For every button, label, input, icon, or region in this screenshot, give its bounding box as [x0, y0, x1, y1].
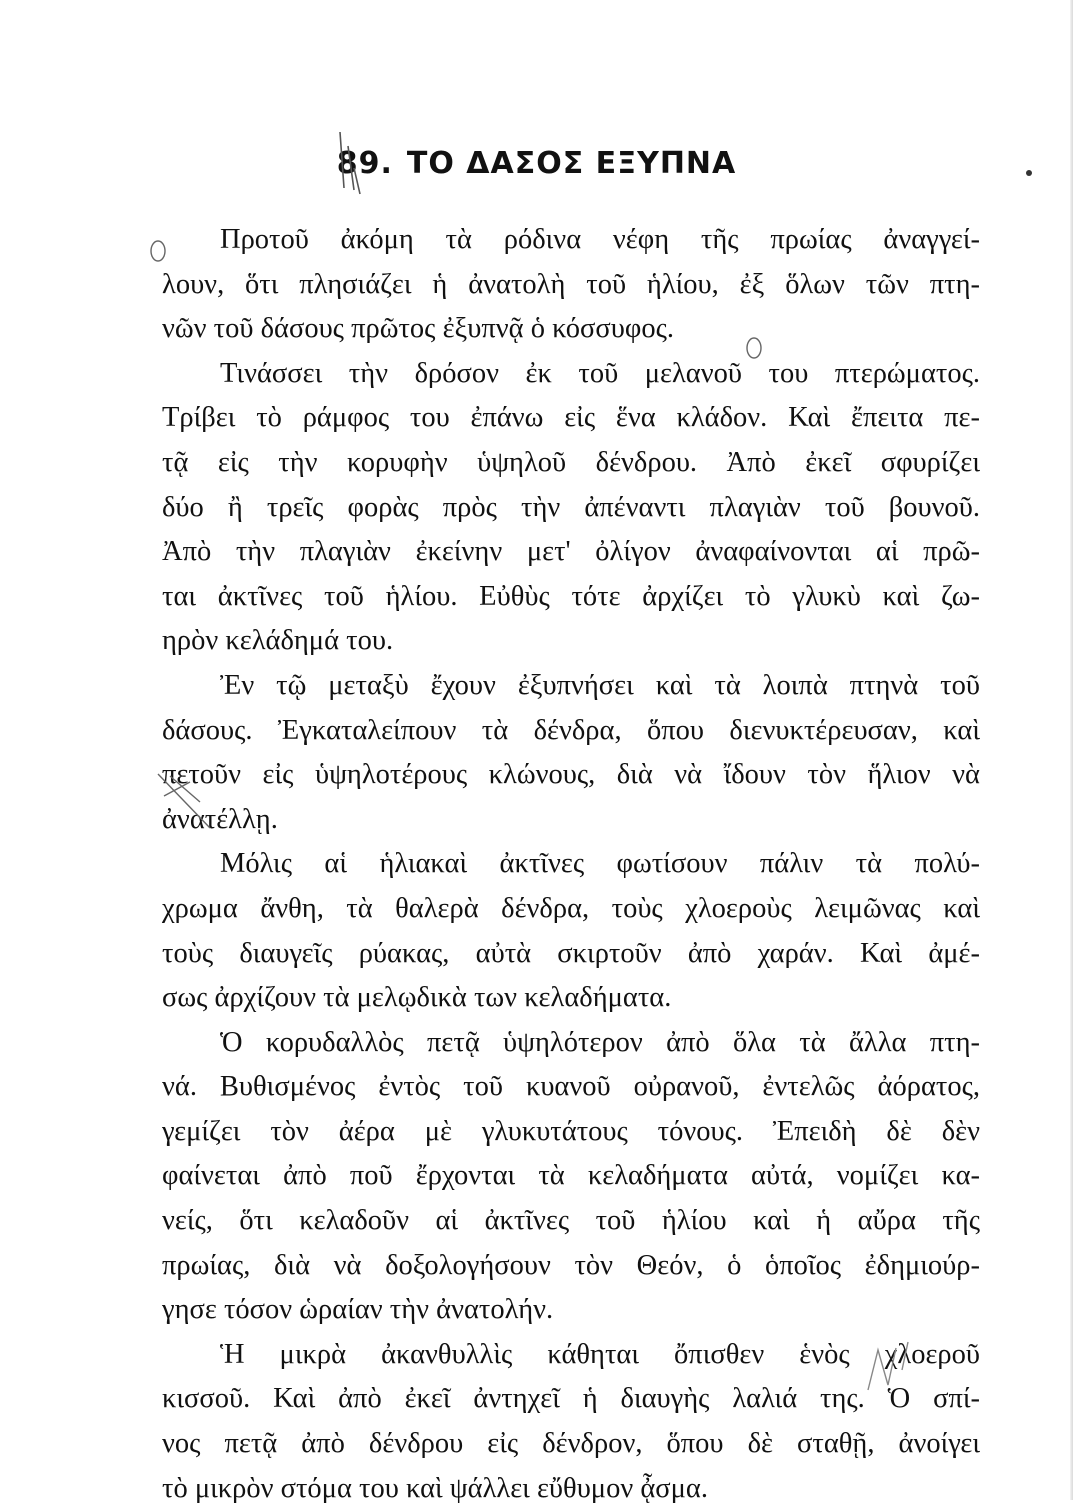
text-line: ἀνατέλλῃ. [162, 803, 278, 835]
text-line: Προτοῦ ἀκόμη τὰ ρόδινα νέφη τῆς πρωίας ἀναγγεί- [220, 224, 980, 255]
text-line: Μόλις αἱ ἡλιακαὶ ἀκτῖνες φωτίσουν πάλιν τὰ πολύ- [220, 848, 980, 880]
text-line: Τρίβει τὸ ράμφος του ἐπάνω εἰς ἕνα κλάδον. Καὶ ἔπειτα πε- [162, 402, 980, 434]
text-line: δύο ἢ τρεῖς φορὰς πρὸς τὴν ἀπέναντι πλαγιὰν τοῦ βουνοῦ. [162, 491, 980, 523]
text-line: ηρὸν κελάδημά του. [162, 625, 394, 657]
text-line: τᾷ εἰς τὴν κορυφὴν ὑψηλοῦ δένδρου. Ἀπὸ ἐκεῖ σφυρίζει [162, 446, 980, 478]
text-line: Ἡ μικρὰ ἀκανθυλλὶς κάθηται ὄπισθεν ἑνὸς χλοεροῦ [220, 1338, 980, 1370]
text-line: πρωίας, διὰ νὰ δοξολογήσουν τὸν Θεόν, ὁ ὁποῖος ἐδημιούρ- [162, 1249, 980, 1281]
text-line: Ὁ κορυδαλλὸς πετᾷ ὑψηλότερον ἀπὸ ὅλα τὰ ἄλλα πτη- [220, 1026, 980, 1058]
text-line: γεμίζει τὸν ἀέρα μὲ γλυκυτάτους τόνους. Ἐπειδὴ δὲ δὲν [162, 1115, 980, 1147]
text-line: νῶν τοῦ δάσους πρῶτος ἐξυπνᾷ ὁ κόσσυφος. [162, 313, 674, 345]
text-line: νά. Βυθισμένος ἐντὸς τοῦ κυανοῦ οὐρανοῦ, ἐντελῶς ἀόρατος, [162, 1071, 980, 1103]
text-line: δάσους. Ἐγκαταλείπουν τὰ δένδρα, ὅπου διενυκτέρευσαν, καὶ [162, 714, 980, 746]
text-line: τὸ μικρὸν στόμα του καὶ ψάλλει εὔθυμον ᾆσμα. [162, 1472, 708, 1504]
chapter-number: 89. [336, 146, 393, 181]
paragraph [162, 352, 980, 664]
page-title [0, 146, 1073, 181]
body-text [162, 218, 980, 1511]
text-line: λουν, ὅτι πλησιάζει ἡ ἀνατολὴ τοῦ ἡλίου, ἐξ ὅλων τῶν πτη- [162, 268, 980, 300]
text-line: τοὺς διαυγεῖς ρύακας, αὐτὰ σκιρτοῦν ἀπὸ χαράν. Καὶ ἀμέ- [162, 937, 980, 969]
chapter-title: ΤΟ ΔΑΣΟΣ ΕΞΥΠΝΑ [406, 146, 737, 181]
text-line: Ἀπὸ τὴν πλαγιὰν ἐκείνην μετ' ὀλίγον ἀναφαίνονται αἱ πρῶ- [162, 536, 980, 568]
paragraph [162, 1333, 980, 1511]
text-line: κισσοῦ. Καὶ ἀπὸ ἐκεῖ ἀντηχεῖ ἡ διαυγὴς λαλιά της. Ὁ σπί- [162, 1383, 980, 1415]
text-line: σως ἀρχίζουν τὰ μελῳδικὰ των κελαδήματα. [162, 982, 672, 1014]
paragraph [162, 664, 980, 842]
text-line: Ἐν τῷ μεταξὺ ἔχουν ἐξυπνήσει καὶ τὰ λοιπὰ πτηνὰ τοῦ [220, 669, 980, 701]
text-line: χρωμα ἄνθη, τὰ θαλερὰ δένδρα, τοὺς χλοερoὺς λειμῶνας καὶ [162, 892, 980, 924]
text-line: νος πετᾷ ἀπὸ δένδρου εἰς δένδρον, ὅπου δὲ σταθῇ, ἀνοίγει [162, 1428, 980, 1460]
text-line: ται ἀκτῖνες τοῦ ἡλίου. Εὐθὺς τότε ἀρχίζει τὸ γλυκὺ καὶ ζω- [162, 580, 980, 612]
text-line: νείς, ὅτι κελαδοῦν αἱ ἀκτῖνες τοῦ ἡλίου καὶ ἡ αὔρα τῆς [162, 1205, 980, 1237]
paragraph [162, 1021, 980, 1333]
text-line: γησε τόσον ὡραίαν τὴν ἀνατολήν. [162, 1294, 554, 1326]
paragraph [162, 842, 980, 1020]
paragraph [162, 218, 980, 352]
text-line: πετοῦν εἰς ὑψηλοτέρους κλώνους, διὰ νὰ ἴδουν τὸν ἥλιον νὰ [162, 759, 980, 791]
text-line: φαίνεται ἀπὸ ποῦ ἔρχονται τὰ κελαδήματα αὐτά, νομίζει κα- [162, 1160, 980, 1192]
text-line: Τινάσσει τὴν δρόσον ἐκ τοῦ μελανοῦ του πτερώματος. [220, 357, 980, 389]
